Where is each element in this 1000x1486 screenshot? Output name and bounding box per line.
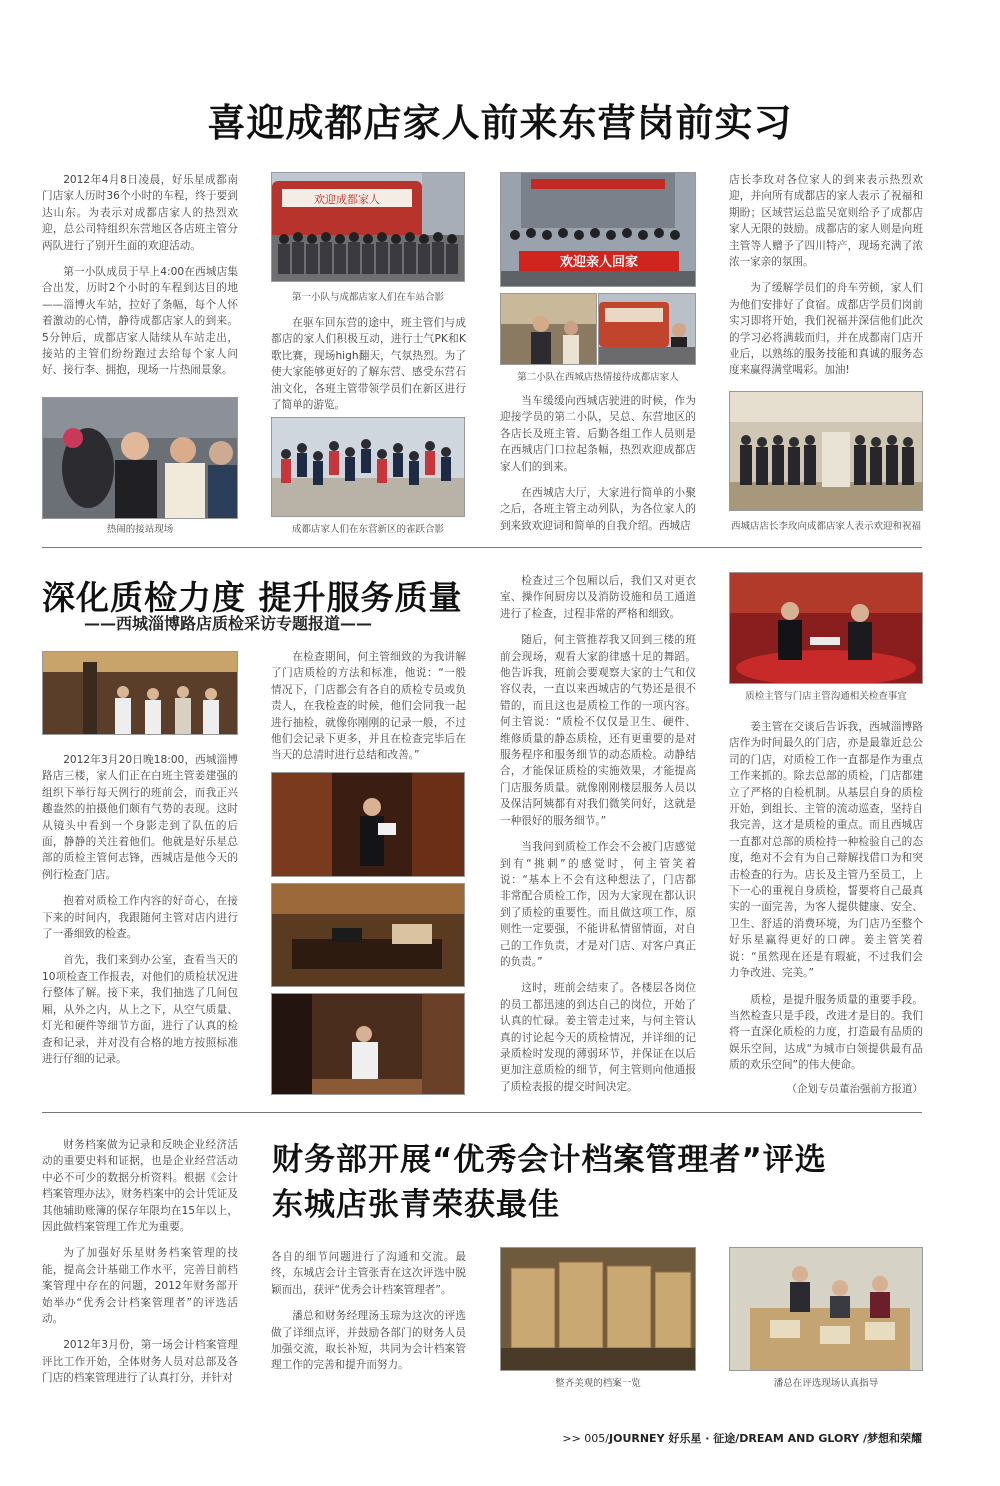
paragraph: 质检，是提升服务质量的重要手段。当然检查只是手段，改进才是目的。我们将一直深化质检的力度，打造最有品质的娱乐空间，达成“为城市白领提供最有品质的欢乐空间”的伟大使命。 [729, 993, 923, 1072]
paragraph: 当车缓缓向西城店驶进的时候，作为迎接学员的第二小队，吴总、东营地区的各店长及班主管、后勤各组工作人员则是在西城店门口拉起条幅，热烈欢迎成都店家人们的到来。 [500, 395, 696, 473]
paragraph: 抱着对质检工作内容的好奇心，在接下来的时间内，我跟随何主管对店内进行了一番细致的检查。 [42, 895, 238, 941]
paragraph: 在驱车回东营的途中，班主管们与成都店的家人们积极互动，进行士气PK和K歌比赛，现场high翻天，气氛热烈。为了使大家能够更好的了解东营、感受东营石油文化，各班主管带领学员们在新区进行了简单的游览。 [271, 317, 466, 412]
welcome-photo-image [501, 173, 695, 286]
article1-col3 [500, 393, 696, 544]
bus-photo-image [272, 173, 464, 281]
article2-subtitle: ——西城淄博路店质检采访专题报道—— [84, 614, 373, 633]
paragraph: 检查过三个包厢以后，我们又对更衣室、操作间厨房以及消防设施和员工通道进行了检查，过程非常的严格和细致。 [500, 575, 696, 620]
footer-journey: JOURNEY [609, 1432, 665, 1445]
caption-guide: 潘总在评选现场认真指导 [773, 1378, 879, 1389]
files-photo [500, 1247, 696, 1371]
paragraph: 为了加强好乐星财务档案管理的技能，提高会计基础工作水平，完善目前档案管理中存在的问题，2012年财务部开始举办“优秀会计档案管理者”的评选活动。 [42, 1247, 238, 1326]
jump-photo [271, 417, 465, 517]
paragraph: 第一小队成员于早上4:00在西城店集合出发，历时2个小时的车程到达目的地——淄博火车站，拉好了条幅，每个人怀着激动的心情，静待成都店家人的到来。5分钟后，成都店家人陆续从车站走出，接站的主管们纷纷跑过去给每个家人问好、接行李、拥抱，现场一片热闹景象。 [42, 266, 238, 377]
inspection-photo-1 [271, 772, 465, 877]
paragraph: 财务档案做为记录和反映企业经济活动的重要史料和证据，也是企业经营活动中必不可少的数据分析资料。根据《会计档案管理办法》，财务档案中的会计凭证及其他辅助账簿的保存年限均在15年以上，因此做档案管理工作尤为重要。 [42, 1139, 238, 1234]
page-footer [562, 1430, 922, 1446]
paragraph: 当我问到质检工作会不会被门店感觉到有“挑刺”的感觉时，何主管笑着说：“基本上不会有这种想法了，门店都非常配合质检工作，因为大家现在都认识到了质检的重要性。而且做这项工作，原则性一定要强，不能讲私情留情面，对自己的工作负责，才是对门店、对客户真正的负责。” [500, 841, 696, 968]
guide-photo-image [730, 1248, 922, 1370]
station-photo [42, 397, 238, 519]
inspection-photo-3-image [272, 994, 464, 1094]
caption-jump: 成都店家人们在东营新区的雀跃合影 [291, 524, 444, 535]
paragraph: 为了缓解学员们的舟车劳顿，家人们为他们安排好了食宿。成都店学员们岗前实习即将开始，我们祝福并深信他们此次的学习必将满载而归，并在成都南门店开业后，以熟练的服务技能和真诚的服务态度来赢得满堂喝彩。加油! [729, 282, 923, 377]
paragraph: 2012年3月份，第一场会计档案管理评比工作开始，全体财务人员对总部及各门店的档案管理进行了认真打分，并针对 [42, 1339, 238, 1385]
paragraph: 2012年4月8日凌晨，好乐星成都南门店家人历时36个小时的车程，终于要到达山东。为表示对成都店家人的热烈欢迎，总公司特组织东营地区各店班主管分两队进行了别开生面的欢迎活动。 [42, 174, 238, 252]
section-divider [42, 547, 922, 548]
briefing-photo-image [43, 652, 237, 734]
lobby-photo [729, 391, 923, 511]
caption-files: 整齐美观的档案一览 [555, 1378, 641, 1389]
paragraph: 店长李玫对各位家人的到来表示热烈欢迎，并向所有成都店的家人表示了祝福和期盼；区域营运总监吴宽则给予了成都店家人无限的鼓励。成都店的家人则是向班主管等人赠予了四川特产，现场充满了浓浓一家亲的氛围。 [729, 174, 923, 269]
meeting-photo [729, 572, 923, 684]
article1-col2 [271, 315, 466, 423]
paragraph: 2012年3月20日晚18:00，西城淄博路店三楼，家人们正在白班主管姜建强的组织下举行每天例行的班前会，而我正兴趣盎然的拍摄他们颇有气势的表现。这时从镜头中看到一个身影走到了队伍的后面，静静的关注着他们。他就是好乐星总部的质检主管何志锋，西城店是他今天的例行检查门店。 [42, 754, 238, 881]
paragraph: 潘总和财务经理汤玉琼为这次的评选做了详细点评，并鼓励各部门的财务人员加强交流，取长补短，共同为会计档案管理工作的完善和提升而努力。 [271, 1310, 466, 1372]
paragraph: 这时，班前会结束了。各楼层各岗位的员工都迅速的到达自己的岗位，开始了认真的忙碌。姜主管走过来，与何主管认真的讨论起今天的质检情况，并详细的记录质检时发现的薄弱环节，并保证在以后更加注意质检的细节，何主管则向他通报了质检表报的提交时间决定。 [500, 982, 696, 1093]
inspection-photo-1-image [272, 773, 464, 876]
caption-station: 热闹的接站现场 [106, 524, 174, 535]
files-photo-image [501, 1248, 695, 1370]
arrival-left-image [501, 294, 596, 364]
paragraph: 首先，我们来到办公室，查看当天的10项检查工作报表，对他们的质检状况进行整体了解。接下来，我们抽选了几间包厢，从外之内，从上之下，从空气质量、灯光和硬件等细节方面，进行了认真的检查和记录，并对没有合格的地方按照标准进行仔细的记录。 [42, 954, 238, 1065]
article3-title-line2: 东城店张青荣获最佳 [272, 1187, 560, 1223]
inspection-photo-2 [271, 883, 465, 987]
meeting-photo-image [730, 573, 922, 683]
welcome-banner-photo [500, 172, 696, 287]
lobby-photo-image [730, 392, 922, 510]
article3-title [272, 1138, 827, 1228]
article1-title: 喜迎成都店家人前来东营岗前实习 [207, 101, 793, 145]
paragraph: 在西城店大厅，大家进行简单的小聚之后，各班主管主动列队，为各位家人的到来致欢迎词和简单的自我介绍。西城店 [500, 487, 696, 532]
caption-meeting: 质检主管与门店主管沟通相关检查事宜 [745, 691, 907, 702]
article1-col4 [729, 172, 923, 389]
bus-photo [271, 172, 465, 282]
paragraph: 姜主管在交谈后告诉我，西城淄博路店作为时间最久的门店，亦是最靠近总公司的门店，对质检工作一直都是作为重点工作来抓的。除去总部的质检，门店都建立了严格的自检机制。从基层自身的质检开始，到组长、主管的流动巡查，坚持自我完善，这才是质检的重点。而且西城店一直都对总部的质检持一种检验自己的态度，绝对不会有为自己辩解找借口为和突击检查的行为。店长及主管乃至员工，上下一心的重视自身质检，誓要将自己最真实的一面完善，为客人提供健康、安全、卫生、舒适的消费环境，为门店乃至整个好乐星赢得更好的口碑。姜主管笑着说：“虽然现在还是有瑕疵，不过我们会力争改进、完美。” [729, 721, 923, 980]
caption-welcome: 第二小队在西城店热情接待成都店家人 [517, 372, 679, 383]
caption-bus: 第一小队与成都店家人们在车站合影 [291, 292, 444, 303]
inspection-photo-2-image [272, 884, 464, 986]
article3-col2 [271, 1249, 466, 1384]
inspection-photo-3 [271, 993, 465, 1095]
bus-sign-text: 欢迎成都家人 [314, 193, 380, 206]
briefing-photo [42, 651, 238, 735]
caption-lobby: 西城店店长李玫向成都店家人表示欢迎和祝福 [730, 521, 921, 532]
paragraph: 各自的细节问题进行了沟通和交流。最终，东城店会计主管张青在这次评选中脱颖而出，获评“优秀会计档案管理者”。 [271, 1251, 466, 1296]
arrival-right-image [599, 294, 695, 364]
article2-col2 [271, 649, 466, 774]
footer-page-number: >> 005/ [562, 1432, 609, 1445]
guide-photo [729, 1247, 923, 1371]
bus-arrival-photo-right [598, 293, 696, 365]
jump-photo-image [272, 418, 464, 516]
banner-text: 欢迎亲人回家 [559, 255, 639, 270]
article1-col1 [42, 172, 238, 389]
section-divider [42, 1112, 922, 1113]
article2-col4 [729, 719, 923, 1084]
paragraph: 随后，何主管推荐我又回到三楼的班前会现场，观看大家韵律感十足的舞蹈。他告诉我，班前会要观察大家的士气和仪容仪表，一直以来西城店的气势还是很不错的，而且这也是质检工作的一项内容。何主管说：“质检不仅仅是卫生、硬件、维修质量的静态质检，还有更重要的是对服务程序和服务细节的动态质检。动静结合，才能保证质检的实施效果，才能提高门店服务质量。就像刚刚楼层服务人员以及保洁阿姨都有对我们微笑问好，这就是一种很好的服务细节。” [500, 634, 696, 827]
article3-title-line1: 财务部开展“优秀会计档案管理者”评选 [272, 1142, 827, 1178]
article3-col1 [42, 1137, 238, 1397]
station-photo-image [43, 398, 237, 518]
article2-col1 [42, 752, 238, 1077]
article2-title: 深化质检力度 提升服务质量 [42, 578, 463, 617]
footer-brand: 好乐星 · 征途/DREAM AND GLORY /梦想和荣耀 [664, 1432, 922, 1445]
bus-arrival-photo-left [500, 293, 597, 365]
article2-signature: （企划专员董治强前方报道） [786, 1083, 923, 1095]
article2-col3 [500, 573, 696, 1105]
paragraph: 在检查期间，何主管细致的为我讲解了门店质检的方法和标准，他说：“一般情况下，门店都会有各自的质检专员或负责人，在我检查的时候，他们会同我一起进行抽检，就像你刚刚的记录一般，不过他们会记录下更多，并且在检查完毕后在当天的总清时进行总结和改善。” [271, 651, 466, 762]
